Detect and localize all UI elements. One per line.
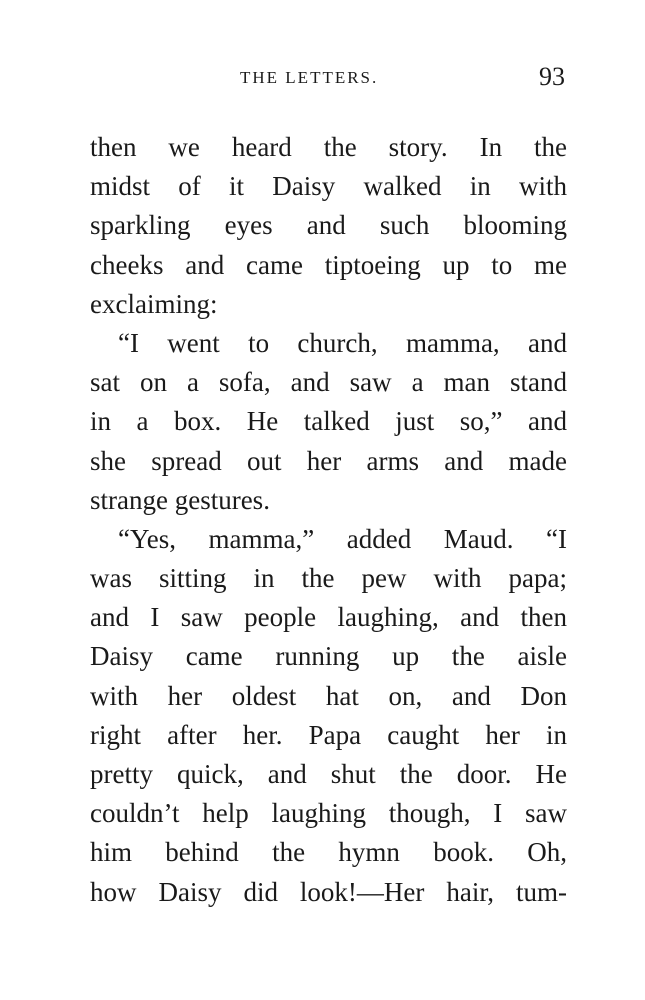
text-line: “Yes, mamma,” added Maud. “I <box>118 523 567 554</box>
text-line: Daisy came running up the aisle <box>90 641 567 672</box>
text-line: then we heard the story. In the <box>90 132 567 162</box>
running-title: THE LETTERS. <box>240 68 379 87</box>
text-line: and I saw people laughing, and then <box>90 602 567 633</box>
text-line: how Daisy did look!—Her hair, tum- <box>90 876 567 907</box>
text-line: sat on a sofa, and saw a man stand <box>90 367 567 398</box>
text-line: “I went to church, mamma, and <box>118 327 567 358</box>
text-line: sparkling eyes and such blooming <box>90 210 567 241</box>
text-line: strange gestures. <box>90 484 270 515</box>
text-line: him behind the hymn book. Oh, <box>90 837 567 868</box>
text-line: in a box. He talked just so,” and <box>90 406 567 437</box>
text-line: right after her. Papa caught her in <box>90 719 567 750</box>
text-line: couldn’t help laughing though, I saw <box>90 798 567 829</box>
body-text <box>90 128 567 912</box>
text-line: cheeks and came tiptoeing up to me <box>90 249 567 280</box>
text-line: with her oldest hat on, and Don <box>90 680 567 711</box>
text-line: was sitting in the pew with papa; <box>90 563 567 594</box>
text-line: she spread out her arms and made <box>90 445 567 476</box>
text-line: pretty quick, and shut the door. He <box>90 759 567 789</box>
text-line: exclaiming: <box>90 288 218 319</box>
text-line: midst of it Daisy walked in with <box>90 171 567 202</box>
page-number: 93 <box>539 62 565 91</box>
